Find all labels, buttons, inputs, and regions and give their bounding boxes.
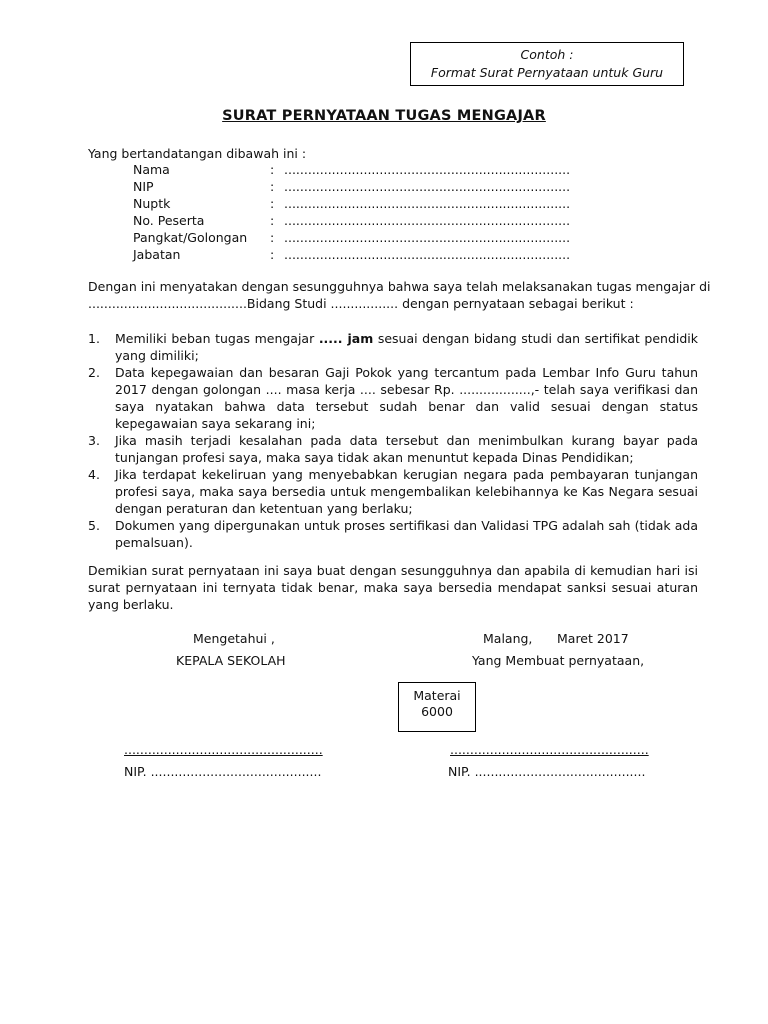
example-label-line2: Format Surat Pernyataan untuk Guru — [430, 65, 664, 80]
date-text: Maret 2017 — [557, 631, 629, 646]
field-colon: : — [270, 162, 275, 177]
example-label-line1: Contoh : — [520, 47, 574, 62]
field-label: Nama — [133, 162, 170, 177]
field-value: ........................................................................ — [284, 162, 571, 177]
intro-text: Yang bertandatangan dibawah ini : — [88, 146, 307, 161]
item-text: Jika terdapat kekeliruan yang menyebabkan kerugian negara pada pembayaran tunjangan profesi saya, maka saya bersedia untuk mengembalikan kelebihannya ke Kas Negara sesuai dengan peraturan dan ketentuan yang berlaku; — [115, 467, 698, 516]
field-label: NIP — [133, 179, 154, 194]
item-number: 1. — [88, 331, 100, 346]
place-text: Malang, — [483, 631, 533, 646]
item-number: 4. — [88, 467, 100, 482]
item-number: 2. — [88, 365, 100, 380]
stamp-duty-box — [398, 682, 476, 732]
statement-line1: Dengan ini menyatakan dengan sesungguhnya bahwa saya telah melaksanakan tugas mengajar di — [88, 279, 711, 294]
field-value: ........................................................................ — [284, 213, 571, 228]
document-title: SURAT PERNYATAAN TUGAS MENGAJAR — [222, 108, 546, 124]
list-item — [88, 432, 698, 466]
field-colon: : — [270, 179, 275, 194]
declarant-role: Yang Membuat pernyataan, — [472, 653, 645, 668]
item-text-pre: Memiliki beban tugas mengajar — [115, 331, 319, 346]
item-text-post: sesuai dengan bidang studi dan sertifikat pendidik yang dimiliki; — [115, 331, 699, 363]
field-label: Jabatan — [133, 247, 181, 262]
headmaster-nip: NIP. ........................................... — [124, 764, 322, 779]
list-item — [88, 466, 698, 517]
field-colon: : — [270, 247, 275, 262]
item-number: 5. — [88, 518, 100, 533]
item-text: Data kepegawaian dan besaran Gaji Pokok yang tercantum pada Lembar Info Guru tahun 2017 dengan golongan .... masa kerja .... sebesar Rp. ..................,- telah saya verifikasi dan saya nyatakan bahwa data tersebut sudah benar dan valid sesuai dengan status kepegawaian saya sekarang ini; — [115, 365, 698, 431]
field-label: Pangkat/Golongan — [133, 230, 248, 245]
field-value: ........................................................................ — [284, 179, 571, 194]
declarant-nip: NIP. ........................................... — [448, 764, 646, 779]
stamp-duty-label: Materai — [413, 688, 461, 703]
field-label: No. Peserta — [133, 213, 205, 228]
field-value: ........................................................................ — [284, 247, 571, 262]
field-value: ........................................................................ — [284, 230, 571, 245]
item-text: Dokumen yang dipergunakan untuk proses sertifikasi dan Validasi TPG adalah sah (tidak ada pemalsuan). — [115, 518, 698, 550]
statement-line2: ........................................Bidang Studi ................. dengan pernyataan sebagai berikut : — [88, 296, 634, 311]
stamp-duty-value: 6000 — [421, 704, 453, 719]
list-item — [88, 330, 698, 364]
list-item — [88, 364, 698, 432]
field-colon: : — [270, 196, 275, 211]
closing-paragraph: Demikian surat pernyataan ini saya buat dengan sesungguhnya dan apabila di kemudian hari isi surat pernyataan ini ternyata tidak benar, maka saya bersedia mendapat sanksi sesuai aturan yang berlaku. — [88, 563, 698, 612]
field-colon: : — [270, 213, 275, 228]
headmaster-role: KEPALA SEKOLAH — [176, 653, 286, 668]
acknowledged-label: Mengetahui , — [193, 631, 275, 646]
example-label-box — [410, 42, 684, 86]
item-text: Jika masih terjadi kesalahan pada data tersebut dan menimbulkan kurang bayar pada tunjangan profesi saya, maka saya tidak akan menuntut kepada Dinas Pendidikan; — [115, 433, 698, 465]
declarant-name-line: .................................................. — [450, 742, 649, 757]
field-label: Nuptk — [133, 196, 171, 211]
headmaster-name-line: .................................................. — [124, 742, 323, 757]
item-number: 3. — [88, 433, 100, 448]
item-text-bold: ..... jam — [318, 331, 374, 346]
field-colon: : — [270, 230, 275, 245]
statement-items — [88, 330, 698, 551]
field-value: ........................................................................ — [284, 196, 571, 211]
list-item — [88, 517, 698, 551]
